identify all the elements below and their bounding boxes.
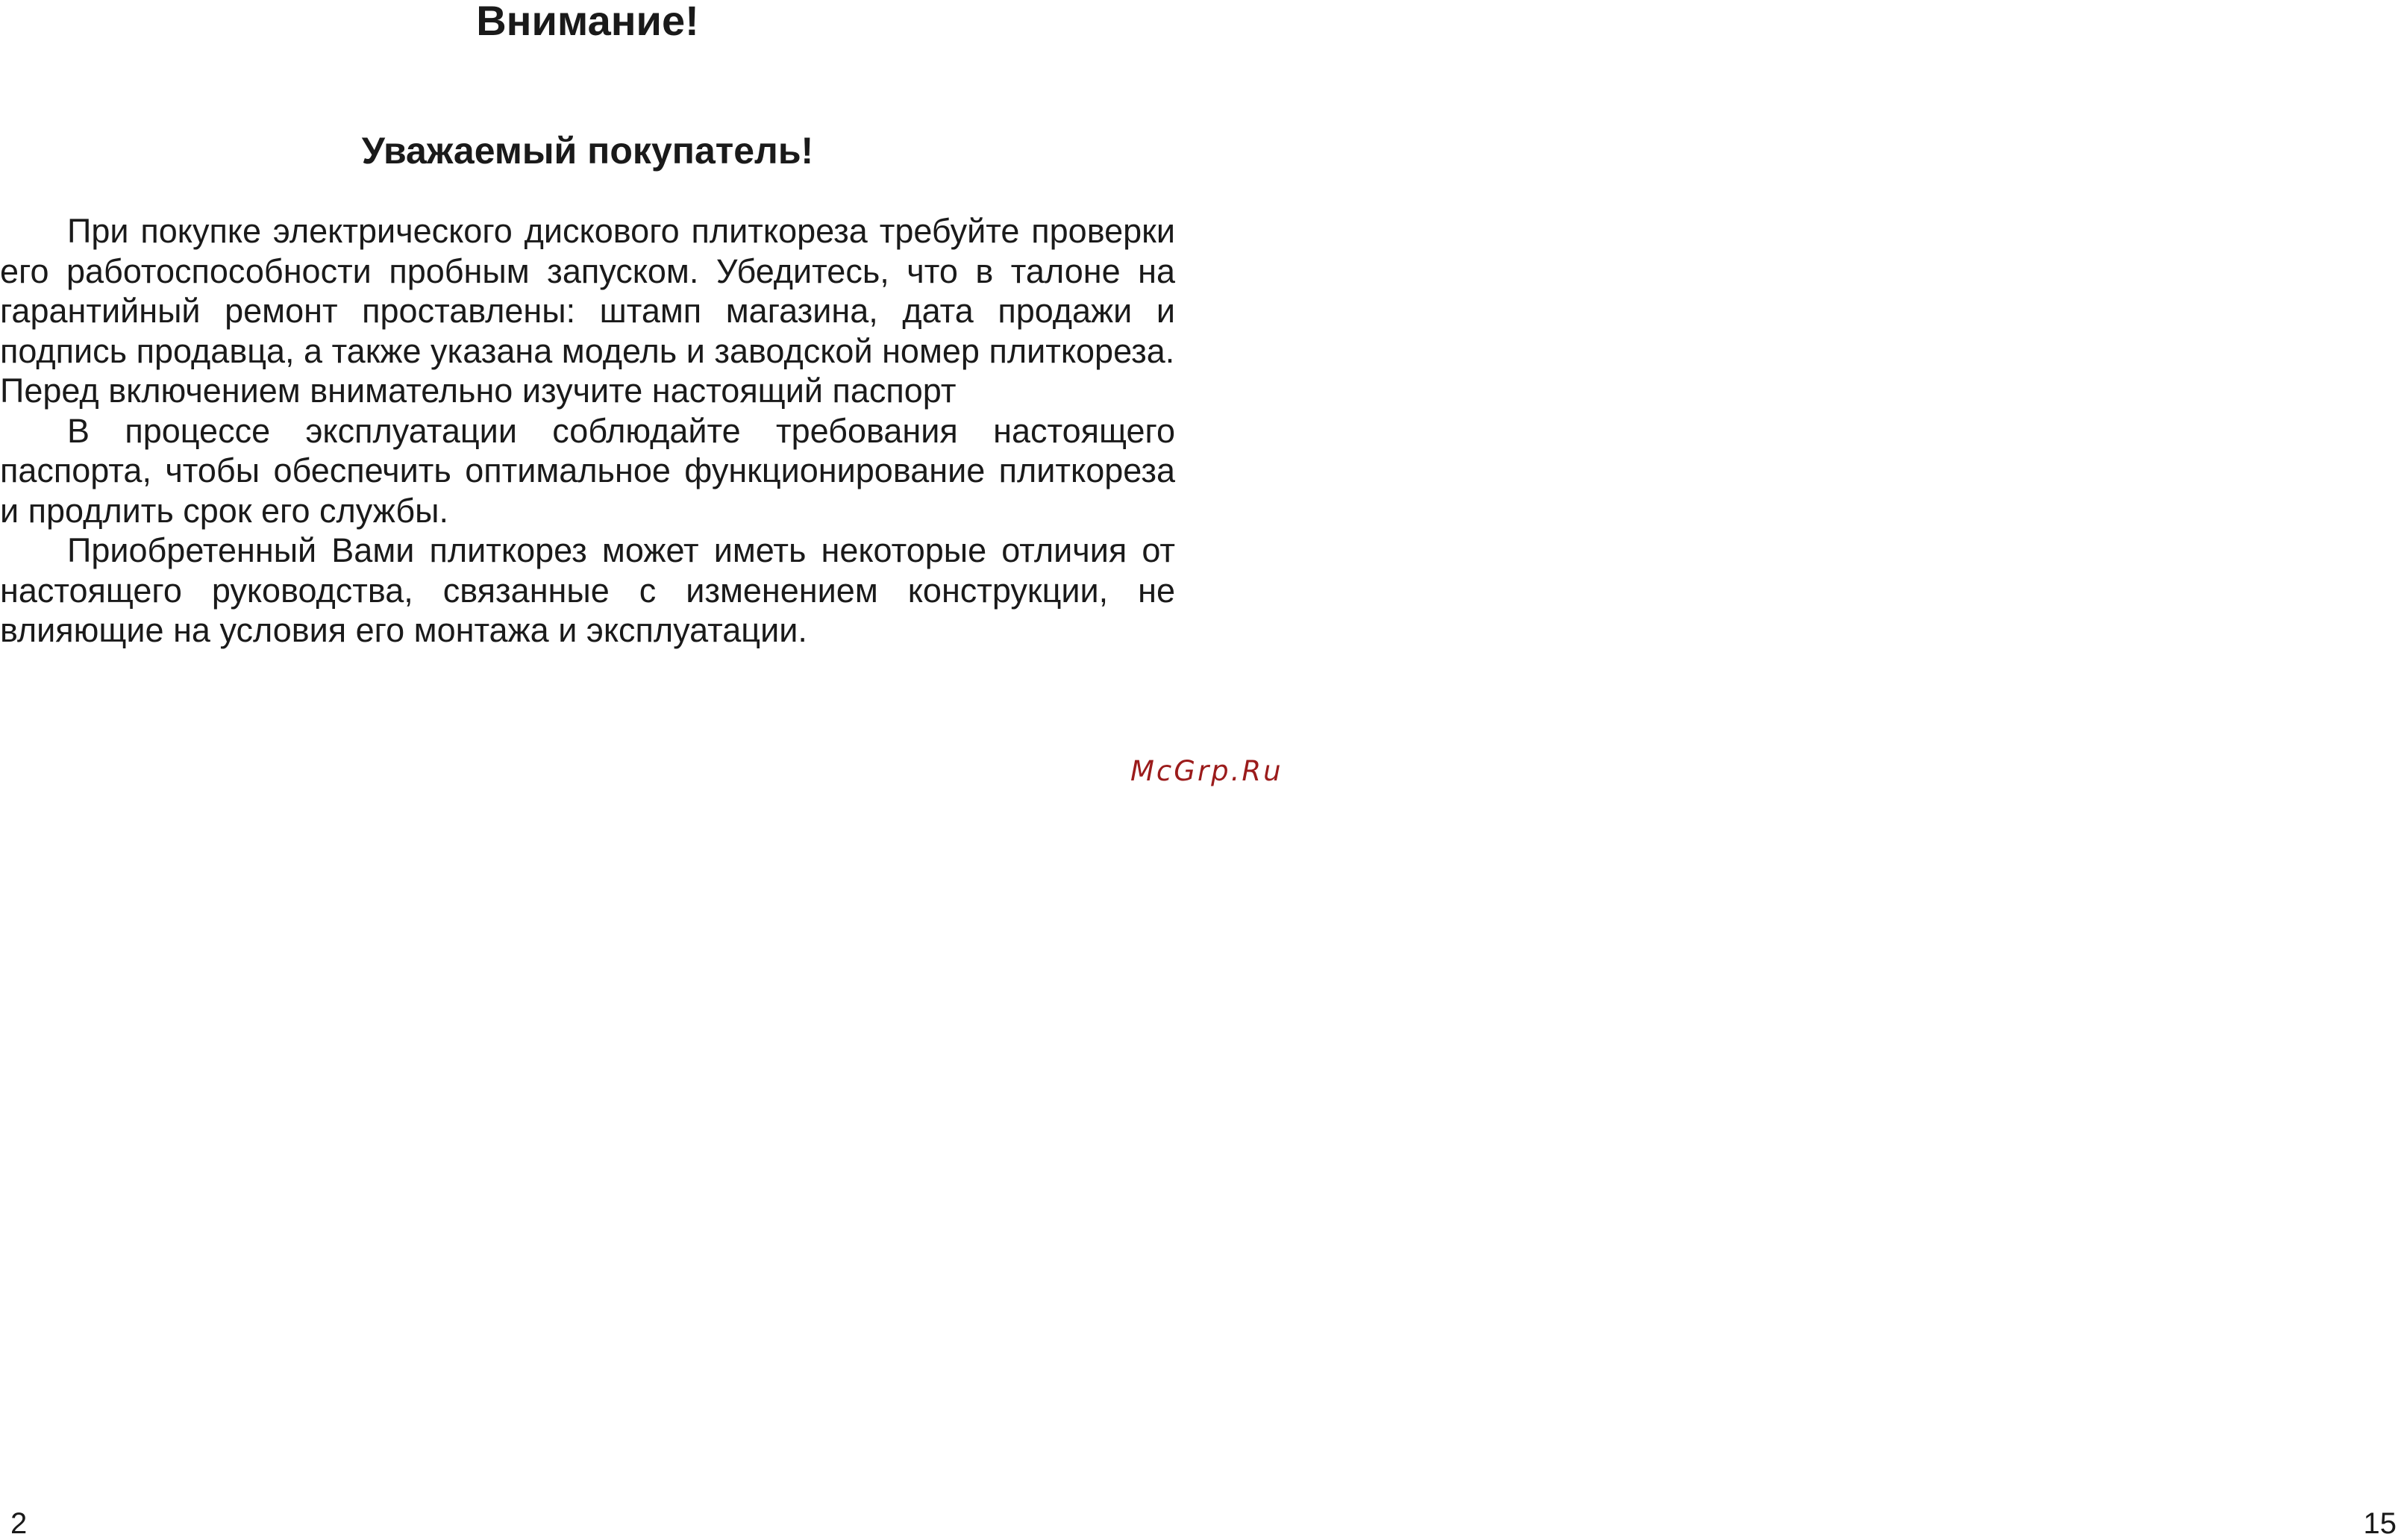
page-subtitle: Уважаемый покупатель! <box>361 130 814 172</box>
page-number-right: 15 <box>2363 1507 2397 1540</box>
page-number-left: 2 <box>10 1507 28 1540</box>
left-page <box>0 0 1175 1540</box>
paragraph-purchase-check: При покупке электрического дискового плиткореза требуйте проверки его работоспособности пробным запуском. Убедитесь, что в талоне на гарантийный ремонт проставлены: штамп магазина, дата продажи и подпись продавца, а также указана модель и заводской номер плиткореза. <box>0 212 1175 370</box>
paragraph-operation: В процессе эксплуатации соблюдайте требования настоящего паспорта, чтобы обеспечить оптимальное функционирование плиткореза и продлить срок его службы. <box>0 411 1175 530</box>
watermark-text: McGrp.Ru <box>1130 755 1283 787</box>
body-text <box>0 211 1175 651</box>
paragraph-read-passport: Перед включением внимательно изучите настоящий паспорт <box>0 372 957 410</box>
paragraph-differences: Приобретенный Вами плиткорез может иметь некоторые отличия от настоящего руководства, связанные с изменением конструкции, не влияющие на условия его монтажа и эксплуатации. <box>0 531 1175 649</box>
page-title: Внимание! <box>476 0 699 44</box>
